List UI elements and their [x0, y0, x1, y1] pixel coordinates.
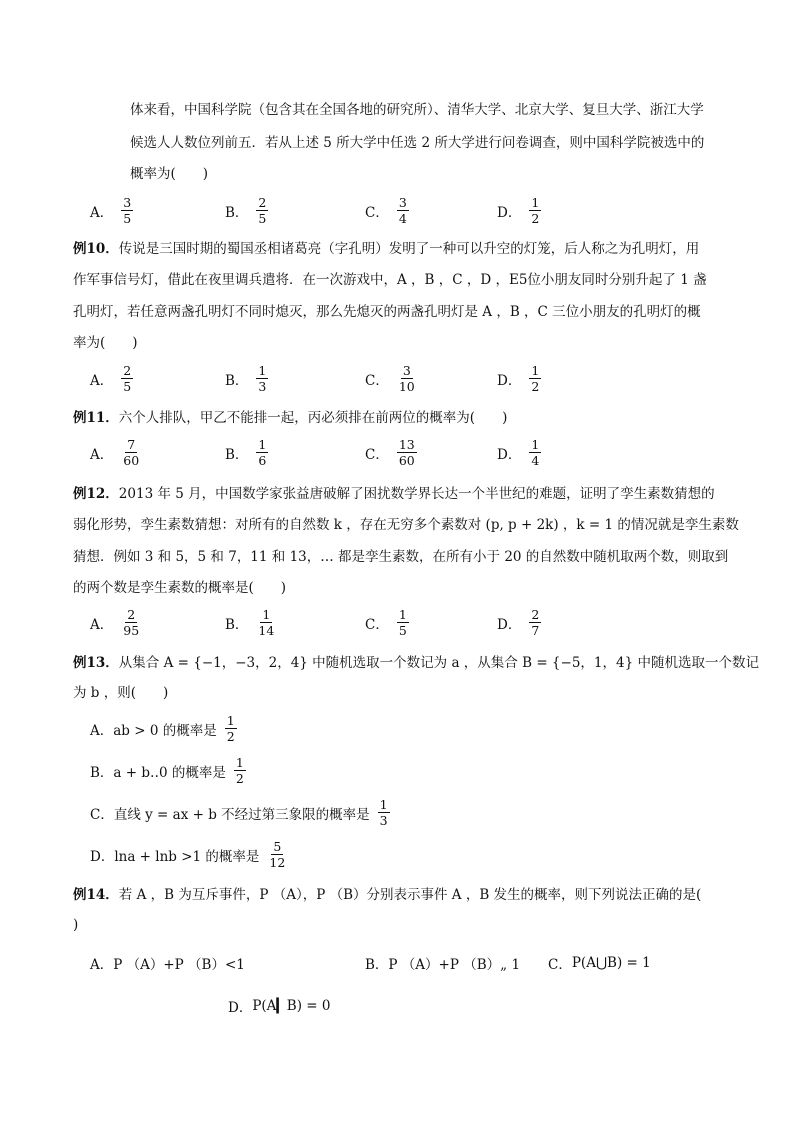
q14-option-d: D． P(A▎B) = 0	[228, 998, 331, 1016]
q12-line-3: 猜想．例如 3 和 5，5 和 7，11 和 13，… 都是孪生素数，在所有小于 20 的自然数中随机取两个数，则取到	[73, 549, 729, 565]
q12-option-d: D． $\frac{2}{7}$	[497, 607, 540, 638]
intro-option-c: C． $\frac{3}{4}$	[365, 195, 407, 226]
q10-line-4: 率为( )	[73, 335, 138, 351]
q13-option-b: B． a + b‥0 的概率是 $\frac{1}{2}$	[90, 755, 244, 786]
q13-line-1: 例13．从集合 A = {−1，−3，2，4} 中随机选取一个数记为 a ，从集合 B = {−5，1，4} 中随机选取一个数记	[73, 655, 759, 671]
q11-line-1: 例11．六个人排队，甲乙不能排一起，丙必须排在前两位的概率为( )	[73, 410, 508, 426]
q12-tag: 例12．	[73, 486, 119, 502]
q10-option-d: D． $\frac{1}{2}$	[497, 363, 540, 394]
q14-tag: 例14．	[73, 887, 119, 903]
q10-option-b: B． $\frac{1}{3}$	[225, 363, 267, 394]
q12-option-c: C． $\frac{1}{5}$	[365, 607, 407, 638]
q14-option-a: A． P （A）+P （B）<1	[90, 957, 245, 973]
q13-option-a: A． ab > 0 的概率是 $\frac{1}{2}$	[90, 713, 235, 744]
q10-line-1: 例10．传说是三国时期的蜀国丞相诸葛亮（字孔明）发明了一种可以升空的灯笼，后人称之为孔明灯，用	[73, 241, 700, 257]
q13-line-2: 为 b ，则( )	[73, 685, 169, 701]
intro-option-d: D． $\frac{1}{2}$	[497, 195, 540, 226]
q10-tag: 例10．	[73, 241, 119, 257]
intro-line-2: 候选人人数位列前五．若从上述 5 所大学中任选 2 所大学进行问卷调查，则中国科学院被选中的	[130, 135, 705, 151]
q11-option-a: A． $\frac{7}{60}$	[90, 437, 140, 468]
q14-option-b: B． P （A）+P （B）„ 1	[365, 957, 521, 973]
q13-option-d: D． lna + lnb >1 的概率是 $\frac{5}{12}$	[90, 839, 286, 870]
q14-line-2: )	[73, 917, 79, 933]
q10-option-c: C． $\frac{3}{10}$	[365, 363, 415, 394]
q11-option-d: D． $\frac{1}{4}$	[497, 437, 540, 468]
q13-option-c: C． 直线 y = ax + b 不经过第三象限的概率是 $\frac{1}{3}$	[90, 797, 388, 828]
intro-option-a: A． $\frac{3}{5}$	[90, 195, 132, 226]
q10-option-a: A． $\frac{2}{5}$	[90, 363, 132, 394]
q12-line-2: 弱化形势，孪生素数猜想：对所有的自然数 k ，存在无穷多个素数对 (p, p + 2k) ，k = 1 的情况就是孪生素数	[73, 517, 739, 533]
q10-line-3: 孔明灯，若任意两盏孔明灯不同时熄灭，那么先熄灭的两盏孔明灯是 A ，B ，C 三位小朋友的孔明灯的概	[73, 304, 701, 320]
q13-tag: 例13．	[73, 655, 119, 671]
q12-option-a: A． $\frac{2}{95}$	[90, 607, 140, 638]
intro-option-b: B． $\frac{2}{5}$	[225, 195, 267, 226]
intro-line-1: 体来看，中国科学院（包含其在全国各地的研究所）、清华大学、北京大学、复旦大学、浙江大学	[130, 102, 704, 118]
q11-tag: 例11．	[73, 410, 119, 426]
q14-line-1: 例14．若 A ，B 为互斥事件，P （A），P （B）分别表示事件 A ，B 发生的概率，则下列说法正确的是(	[73, 887, 702, 903]
q12-line-4: 的两个数是孪生素数的概率是( )	[73, 580, 287, 596]
q11-option-c: C． $\frac{13}{60}$	[365, 437, 415, 468]
intro-line-3: 概率为( )	[130, 166, 209, 182]
q11-option-b: B． $\frac{1}{6}$	[225, 437, 267, 468]
q10-line-2: 作军事信号灯，借此在夜里调兵遣将．在一次游戏中，A ，B ，C ，D ，E5位小朋友同时分别升起了 1 盏	[73, 272, 707, 288]
q12-line-1: 例12．2013 年 5 月，中国数学家张益唐破解了困扰数学界长达一个半世纪的难题，证明了孪生素数猜想的	[73, 486, 715, 502]
q12-option-b: B． $\frac{1}{14}$	[225, 607, 275, 638]
q14-option-c: C． P(A⋃B) = 1	[548, 955, 651, 973]
